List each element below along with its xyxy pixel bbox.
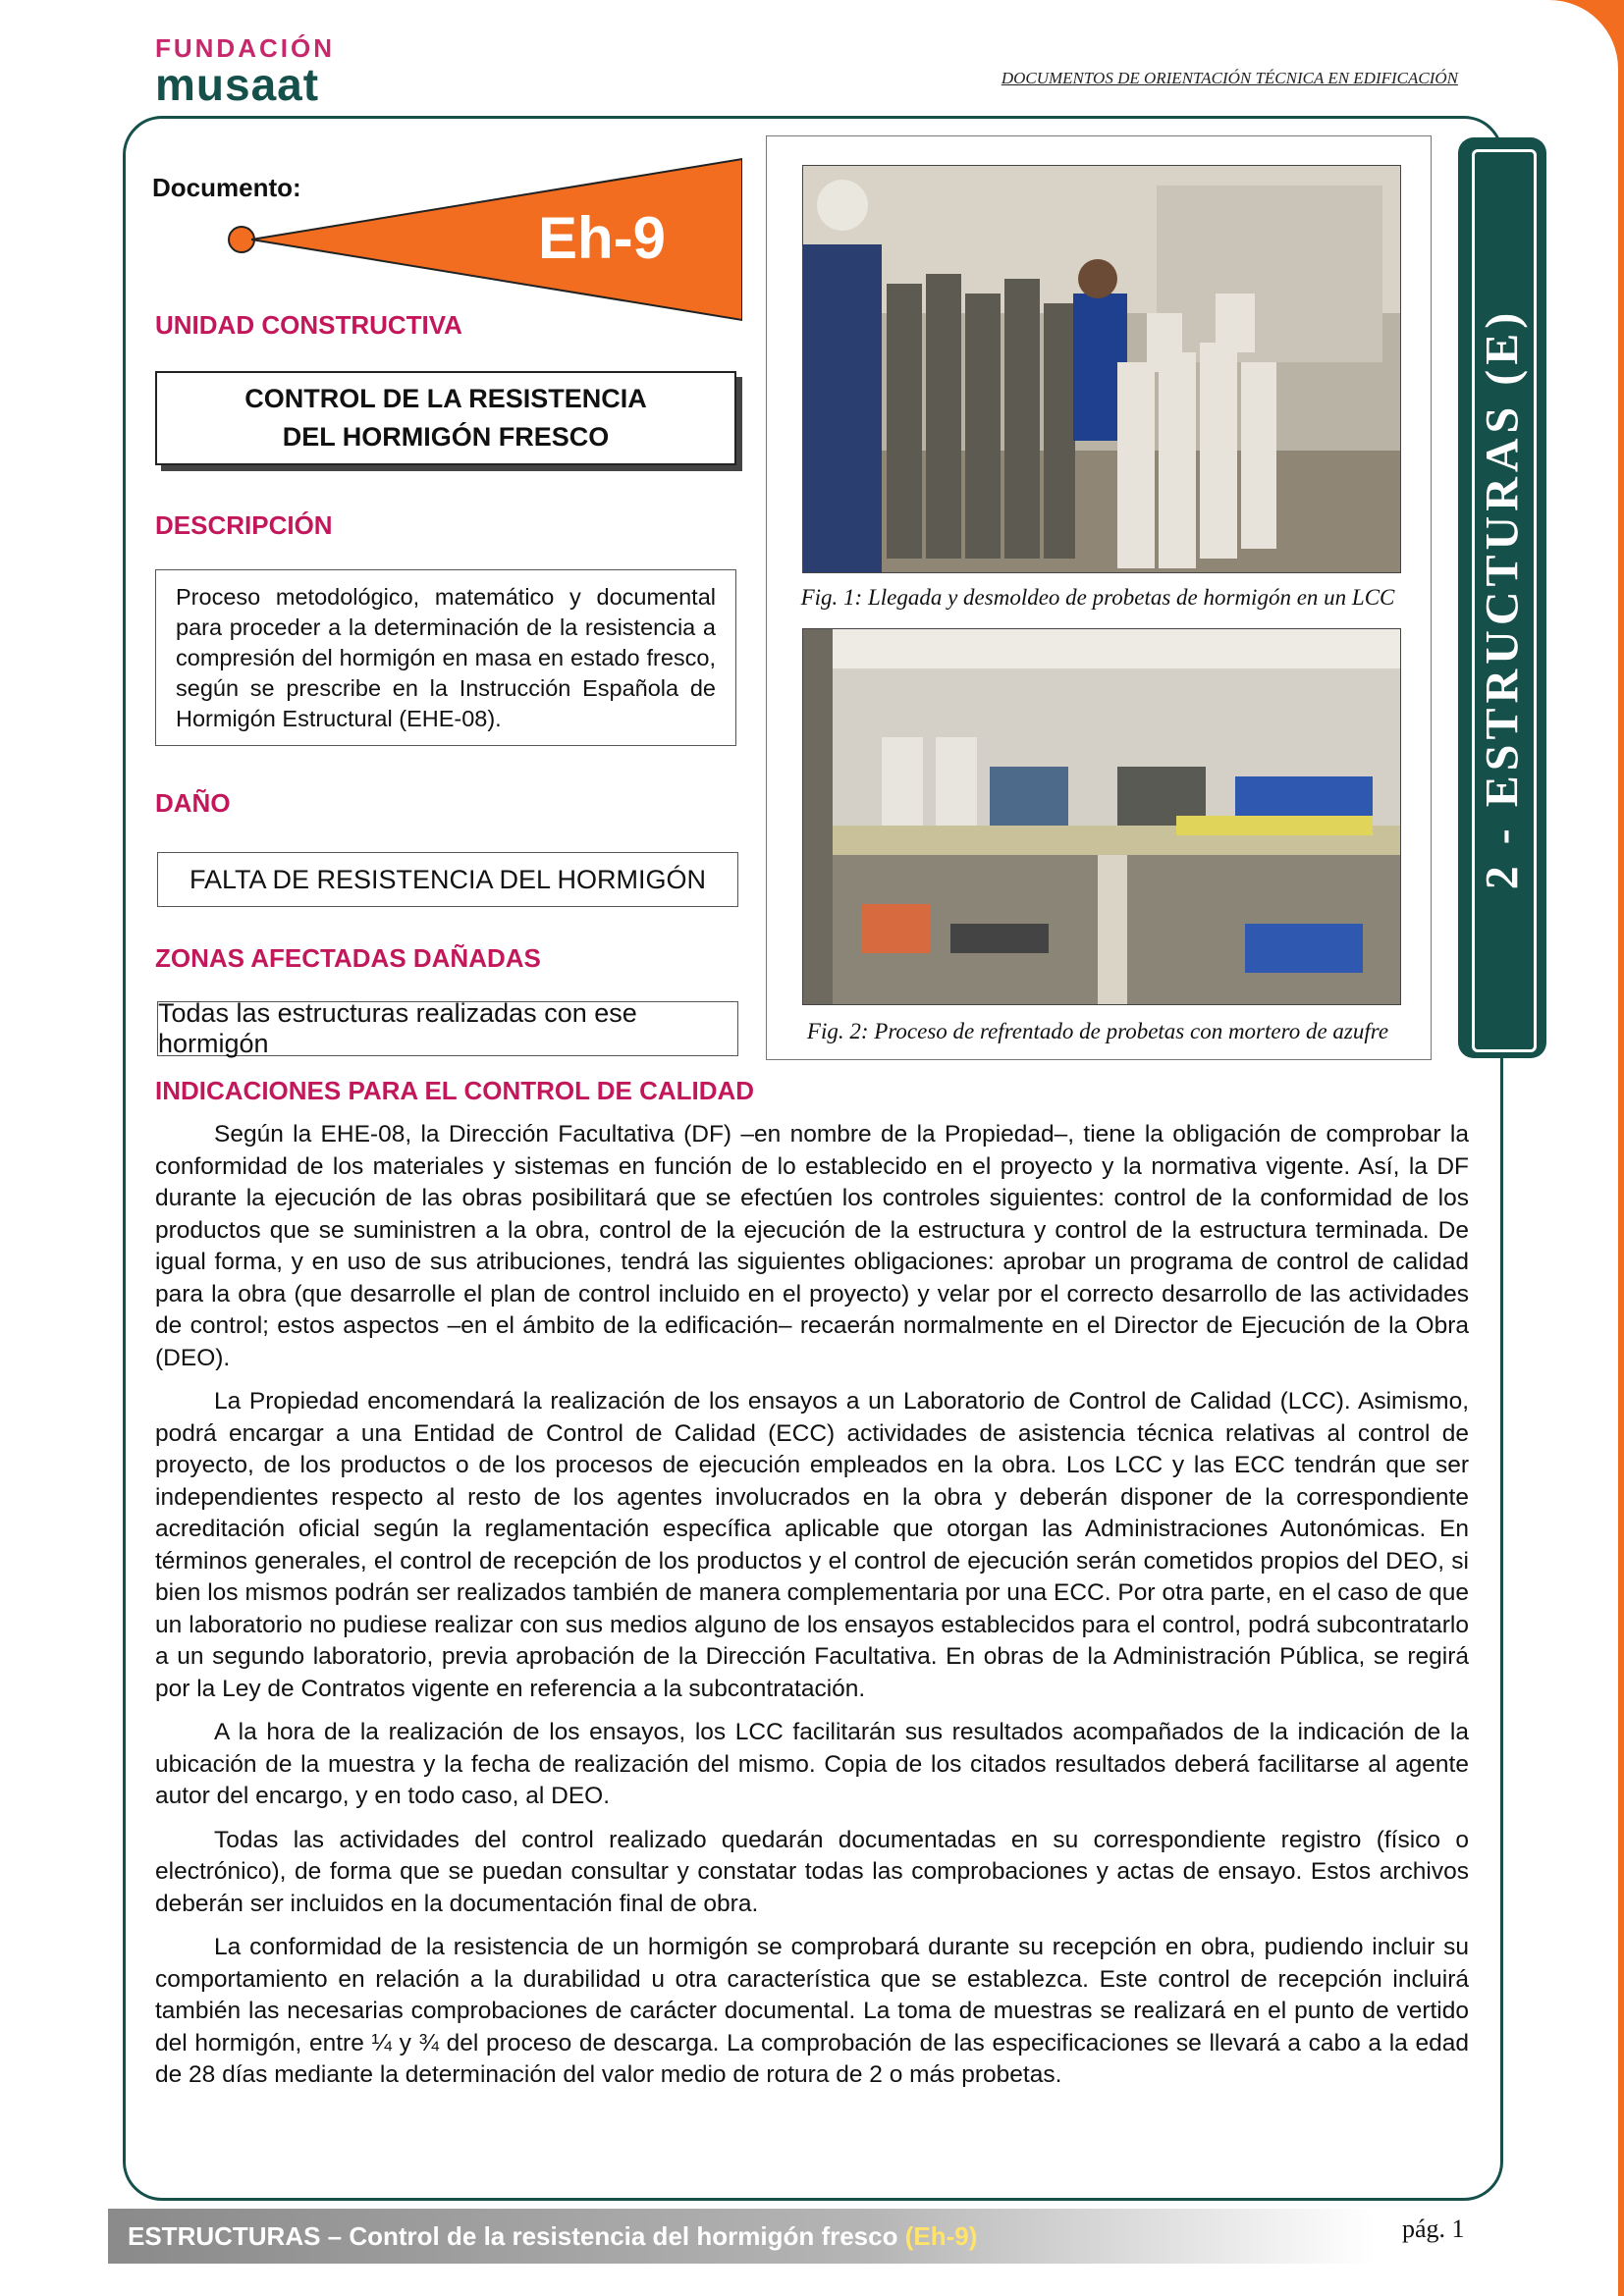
quality-control-body bbox=[155, 1119, 1469, 2104]
unidad-title-box bbox=[155, 371, 736, 465]
document-code-pointer-icon bbox=[251, 157, 742, 326]
document-series-title: DOCUMENTOS DE ORIENTACIÓN TÉCNICA EN EDIFICACIÓN bbox=[1001, 69, 1458, 87]
zonas-heading: ZONAS AFECTADAS DAÑADAS bbox=[155, 943, 541, 973]
body-paragraph-2: La Propiedad encomendará la realización de los ensayos a un Laboratorio de Control de Calidad (LCC). Asimismo, podrá encargar a una Entidad de Control de Calidad (ECC) actividades de asistencia técnica relativas al control de proyecto, de los productos o de los procesos de ejecución empleados en la obra. Los LCC y las ECC tendrán que ser independientes respecto al resto de los agentes involucrados en la obra y deberán disponer de la correspondiente acreditación oficial según la reglamentación específica aplicable que otorgan las Administraciones Autonómicas. En términos generales, el control de recepción de los productos y el control de ejecución serán cometidos propios del DEO, si bien los mismos podrán ser realizados también de manera complementaria por una ECC. Por otra parte, en el caso de que un laboratorio no pudiese realizar con sus medios alguno de los ensayos establecidos para el control, podrá subcontratarlo a un segundo laboratorio, previa aprobación de la Dirección Facultativa. En obras de la Administración Pública, se regirá por la Ley de Contratos vigente en referencia a la subcontratación. bbox=[155, 1388, 1469, 1702]
document-code: Eh-9 bbox=[538, 205, 667, 271]
logo-top-text: FUNDACIÓN bbox=[155, 33, 335, 63]
figure-2-photo bbox=[802, 628, 1401, 1005]
descripcion-heading: DESCRIPCIÓN bbox=[155, 510, 333, 540]
body-paragraph-4: Todas las actividades del control realizado quedarán documentadas en su correspondiente registro (físico o electrónico), de forma que se puedan consultar y constatar todas las comprobaciones y actas de ensayo. Estos archivos deberán ser incluidos en la documentación final de obra. bbox=[155, 1826, 1469, 1917]
unidad-title-line2: DEL HORMIGÓN FRESCO bbox=[282, 422, 610, 452]
page-number: pág. 1 bbox=[1402, 2215, 1465, 2243]
figure-1-caption: Fig. 1: Llegada y desmoldeo de probetas de hormigón en un LCC bbox=[800, 585, 1395, 610]
musaat-logo bbox=[155, 33, 335, 111]
unidad-heading: UNIDAD CONSTRUCTIVA bbox=[155, 310, 462, 340]
footer-title bbox=[128, 2221, 977, 2252]
body-paragraph-1: Según la EHE-08, la Dirección Facultativa (DF) –en nombre de la Propiedad–, tiene la obligación de comprobar la conformidad de los materiales y sistemas en función de lo establecido en el proyecto y la normativa vigente. Así, la DF durante la ejecución de las obras posibilitará que se efectúen los controles siguientes: control de la conformidad de los productos que se suministren a la obra, control de la ejecución de la estructura y control de la estructura terminada. De igual forma, y en uso de sus atribuciones, tendrá las siguientes obligaciones: aprobar un programa de control de calidad para la obra (que desarrolle el plan de control incluido en el proyecto) y velar por el correcto desarrollo de las actividades de control; estos aspectos –en el ámbito de la edificación– recaerán normalmente en el Director de Ejecución de la Obra (DEO). bbox=[155, 1121, 1469, 1371]
body-paragraph-5: La conformidad de la resistencia de un hormigón se comprobará durante su recepción en obra, pudiendo incluir su comportamiento en relación a la durabilidad u otra característica que se establezca. Este control de recepción incluirá también las necesarias comprobaciones de carácter documental. La toma de muestras se realizará en el punto de vertido del hormigón, entre ¼ y ¾ del proceso de descarga. La comprobación de las especificaciones se llevará a cabo a la edad de 28 días mediante la determinación del valor medio de rotura de 2 o más probetas. bbox=[155, 1934, 1469, 2088]
descripcion-text: Proceso metodológico, matemático y documental para proceder a la determinación de la resistencia a compresión del hormigón en masa en estado fresco, según se prescribe en la Instrucción Española de Hormigón Estructural (EHE-08). bbox=[155, 569, 736, 746]
document-label: Documento: bbox=[152, 173, 301, 202]
figure-1-photo bbox=[802, 165, 1401, 573]
logo-main-text: musaat bbox=[155, 59, 320, 110]
indicaciones-heading: INDICACIONES PARA EL CONTROL DE CALIDAD bbox=[155, 1076, 755, 1105]
footer-code: (Eh-9) bbox=[904, 2221, 978, 2251]
unidad-title-line1: CONTROL DE LA RESISTENCIA bbox=[244, 384, 647, 413]
body-paragraph-3: A la hora de la realización de los ensayos, los LCC facilitarán sus resultados acompañados de la indicación de la ubicación de la muestra y la fecha de realización del mismo. Copia de los citados resultados deberá facilitarse al agente autor del encargo, y en todo caso, al DEO. bbox=[155, 1719, 1469, 1809]
section-side-label: 2 - ESTRUCTURAS (E) bbox=[1476, 307, 1529, 890]
figure-2-caption: Fig. 2: Proceso de refrentado de probetas con mortero de azufre bbox=[806, 1019, 1389, 1043]
footer-text: ESTRUCTURAS – Control de la resistencia del hormigón fresco bbox=[128, 2221, 898, 2251]
dano-heading: DAÑO bbox=[155, 788, 231, 818]
zonas-value: Todas las estructuras realizadas con ese hormigón bbox=[157, 1001, 738, 1056]
dano-value: FALTA DE RESISTENCIA DEL HORMIGÓN bbox=[157, 852, 738, 907]
